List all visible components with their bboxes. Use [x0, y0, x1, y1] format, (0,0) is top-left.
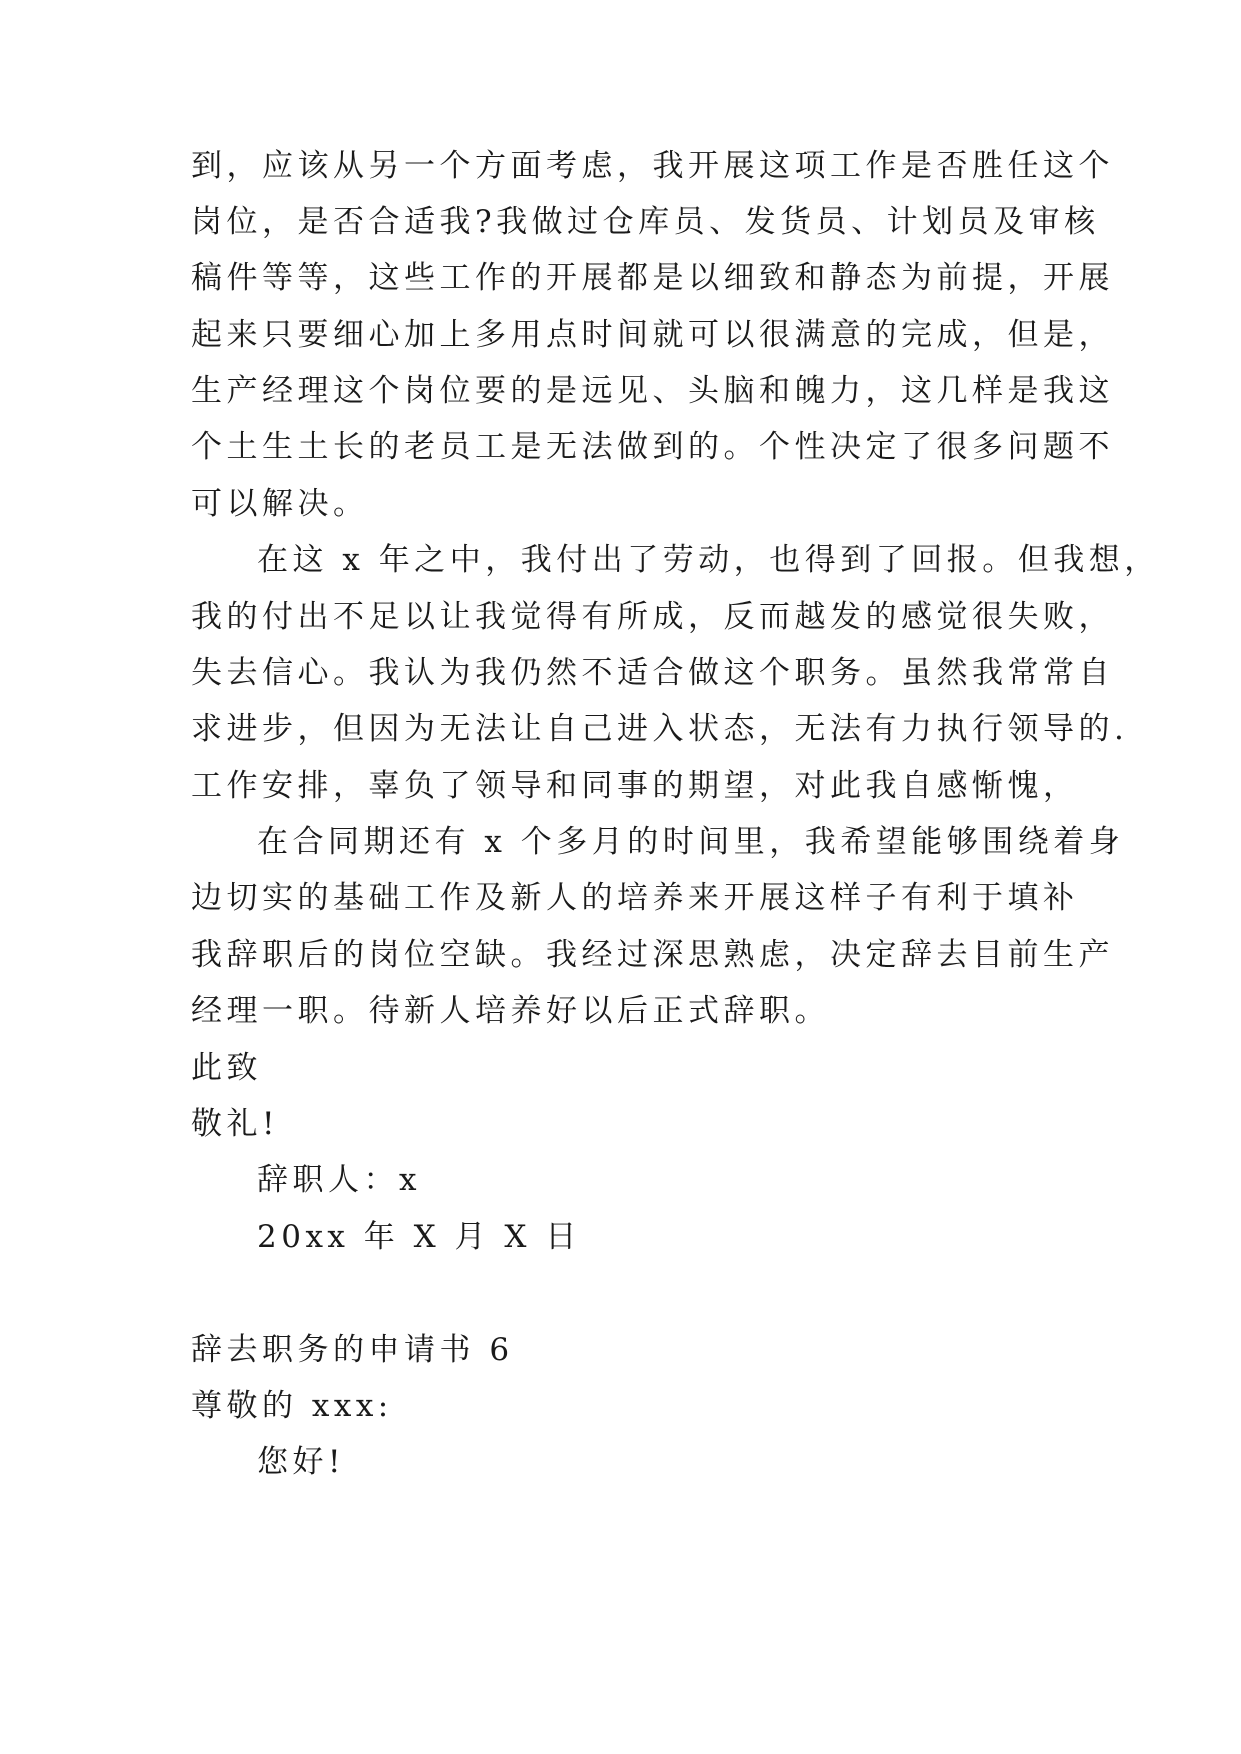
date-line: 20xx 年 X 月 X 日 — [257, 1219, 581, 1255]
text-line: 边切实的基础工作及新人的培养来开展这样子有利于填补 — [191, 880, 1079, 916]
greeting-line: 尊敬的 xxx: — [191, 1388, 393, 1424]
closing-text: 此致 — [191, 1050, 262, 1086]
text-line: 在合同期还有 x 个多月的时间里，我希望能够围绕着身 — [257, 824, 1125, 860]
text-line: 可以解决。 — [191, 486, 369, 522]
text-line: 在这 x 年之中，我付出了劳动，也得到了回报。但我想， — [257, 542, 1160, 578]
section-title: 辞去职务的申请书 6 — [191, 1332, 514, 1368]
text-line: 工作安排，辜负了领导和同事的期望，对此我自感惭愧， — [191, 768, 1079, 804]
text-line: 起来只要细心加上多用点时间就可以很满意的完成，但是， — [191, 317, 1114, 353]
text-line: 我辞职后的岗位空缺。我经过深思熟虑，决定辞去目前生产 — [191, 937, 1114, 973]
text-line: 经理一职。待新人培养好以后正式辞职。 — [191, 993, 830, 1029]
salute-text: 敬礼! — [191, 1106, 279, 1142]
text-line: 求进步，但因为无法让自己进入状态，无法有力执行领导的. — [191, 711, 1129, 747]
hello-line: 您好! — [257, 1444, 345, 1480]
text-line: 个土生土长的老员工是无法做到的。个性决定了很多问题不 — [191, 429, 1114, 465]
text-line: 稿件等等，这些工作的开展都是以细致和静态为前提，开展 — [191, 260, 1114, 296]
signer-line: 辞职人：x — [257, 1162, 421, 1198]
text-line: 我的付出不足以让我觉得有所成，反而越发的感觉很失败， — [191, 599, 1114, 635]
text-line: 生产经理这个岗位要的是远见、头脑和魄力，这几样是我这 — [191, 373, 1114, 409]
text-line: 岗位，是否合适我?我做过仓库员、发货员、计划员及审核 — [191, 204, 1100, 240]
text-line: 失去信心。我认为我仍然不适合做这个职务。虽然我常常自 — [191, 655, 1114, 691]
text-line: 到，应该从另一个方面考虑，我开展这项工作是否胜任这个 — [191, 148, 1114, 184]
